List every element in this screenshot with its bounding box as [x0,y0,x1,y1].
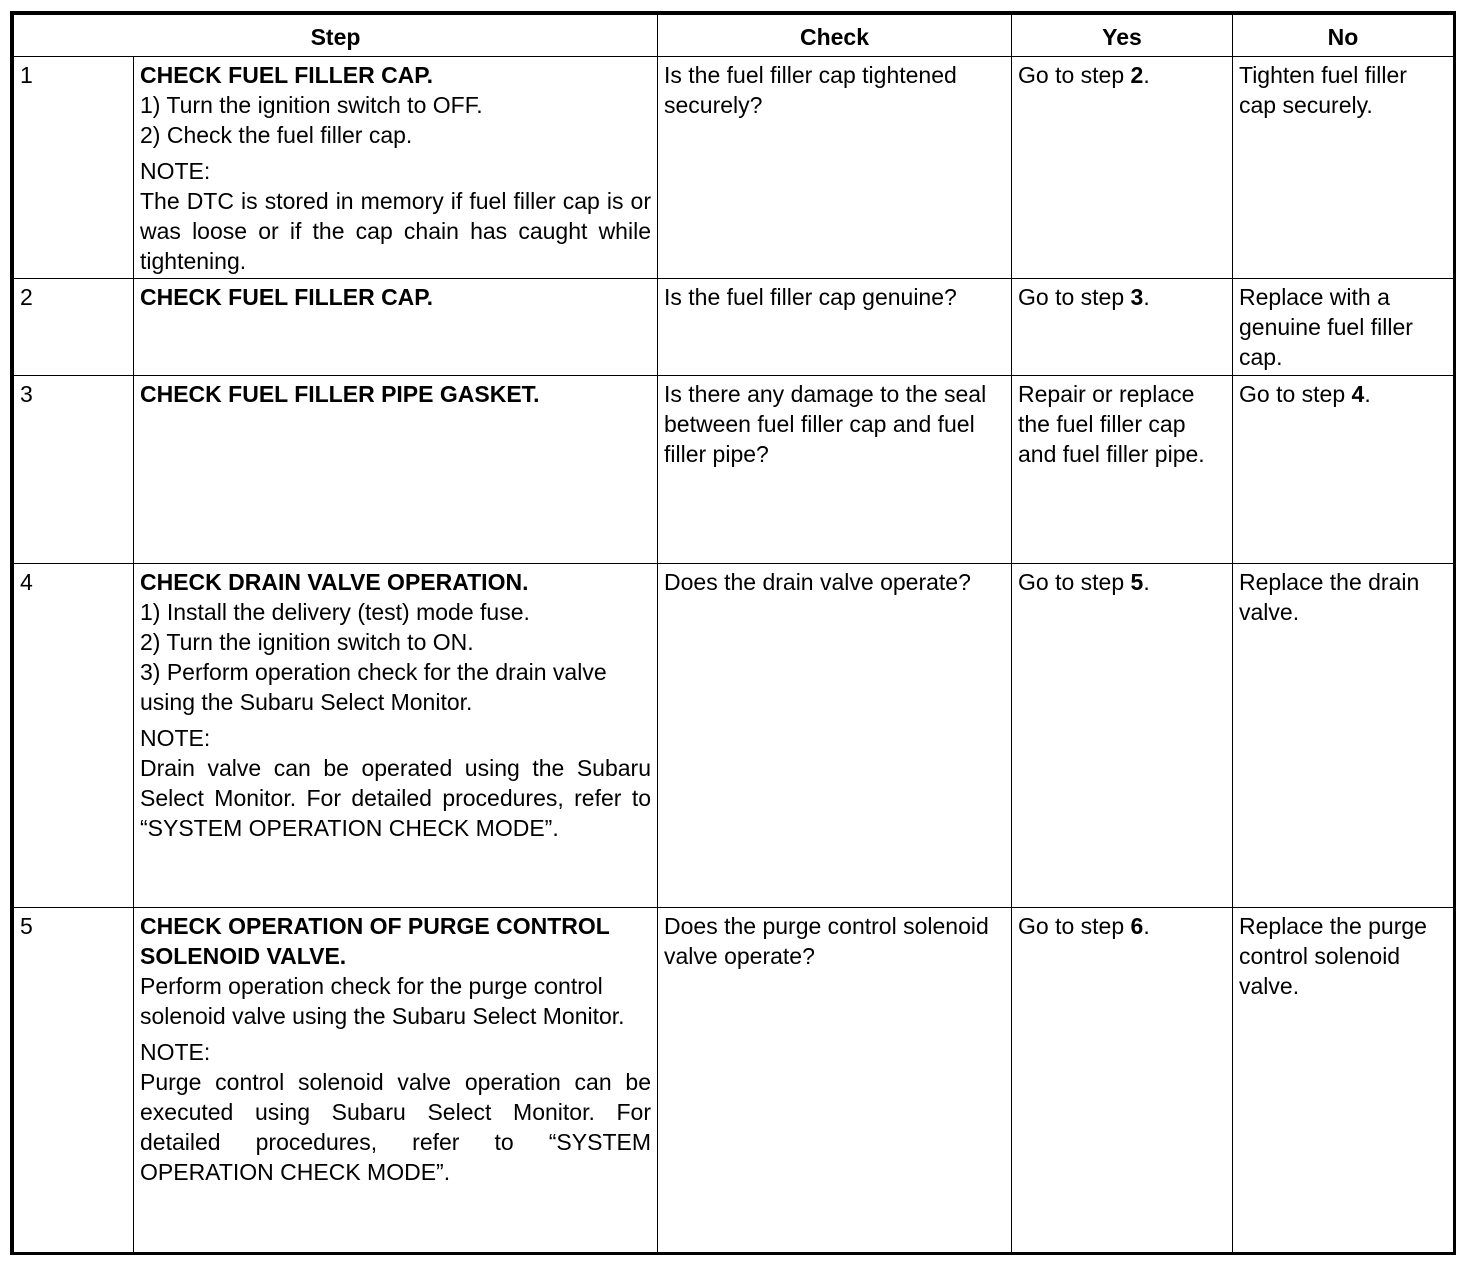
header-yes: Yes [1012,15,1233,57]
note-text: The DTC is stored in memory if fuel filler cap is or was loose or if the cap chain has caught while tightening. [140,188,651,274]
step-number: 4 [14,564,134,908]
step-number: 3 [14,376,134,564]
step-description [134,376,658,564]
diagnostic-procedure-table [13,14,1454,1253]
no-prefix: Go to step [1239,381,1352,407]
yes-prefix: Go to step [1018,62,1131,88]
step-number: 1 [14,57,134,279]
yes-suffix: . [1143,62,1150,88]
no-cell: Replace with a genuine fuel filler cap. [1233,279,1454,376]
yes-suffix: . [1143,913,1150,939]
procedure-table-frame [10,11,1456,1255]
step-description [134,279,658,376]
table-row [14,376,1454,564]
table-row [14,279,1454,376]
step-number: 2 [14,279,134,376]
no-cell: Replace the purge control solenoid valve. [1233,908,1454,1253]
yes-cell [1012,908,1233,1253]
check-cell: Is the fuel filler cap tightened securely? [658,57,1012,279]
note-text: Purge control solenoid valve operation can be executed using Subaru Select Monitor. For detailed procedures, refer to “SYSTEM OPERATION CHECK MODE”. [140,1069,651,1185]
header-check: Check [658,15,1012,57]
check-cell: Is the fuel filler cap genuine? [658,279,1012,376]
step-number: 5 [14,908,134,1253]
note-label: NOTE: [140,1039,211,1065]
table-row [14,908,1454,1253]
substep: 2) Check the fuel filler cap. [140,122,413,148]
step-description [134,564,658,908]
note-label: NOTE: [140,725,211,751]
table-row [14,564,1454,908]
header-step: Step [14,15,658,57]
header-no: No [1233,15,1454,57]
yes-step-ref: 6 [1130,913,1144,939]
note-text: Drain valve can be operated using the Subaru Select Monitor. For detailed procedures, refer to “SYSTEM OPERATION CHECK MODE”. [140,755,651,841]
yes-cell: Repair or replace the fuel filler cap and fuel filler pipe. [1012,376,1233,564]
yes-cell [1012,57,1233,279]
step-title: CHECK DRAIN VALVE OPERATION. [140,569,529,595]
check-cell: Does the drain valve operate? [658,564,1012,908]
table-header-row [14,15,1454,57]
no-suffix: . [1364,381,1371,407]
step-description [134,908,658,1253]
check-cell: Is there any damage to the seal between fuel filler cap and fuel filler pipe? [658,376,1012,564]
note-label: NOTE: [140,158,211,184]
yes-step-ref: 2 [1130,62,1144,88]
yes-prefix: Go to step [1018,569,1131,595]
step-description [134,57,658,279]
no-cell [1233,376,1454,564]
substep: 3) Perform operation check for the drain valve using the Subaru Select Monitor. [140,659,607,715]
step-title: CHECK OPERATION OF PURGE CONTROL SOLENOID VALVE. [140,913,610,969]
table-row [14,57,1454,279]
step-title: CHECK FUEL FILLER PIPE GASKET. [140,381,540,407]
yes-step-ref: 3 [1130,284,1144,310]
yes-step-ref: 5 [1130,569,1144,595]
yes-suffix: . [1143,284,1150,310]
yes-cell [1012,279,1233,376]
step-body: Perform operation check for the purge control solenoid valve using the Subaru Select Monitor. [140,973,625,1029]
substep: 1) Turn the ignition switch to OFF. [140,92,483,118]
no-step-ref: 4 [1351,381,1365,407]
yes-prefix: Go to step [1018,913,1131,939]
substep: 1) Install the delivery (test) mode fuse. [140,599,530,625]
substep: 2) Turn the ignition switch to ON. [140,629,474,655]
check-cell: Does the purge control solenoid valve operate? [658,908,1012,1253]
no-cell: Replace the drain valve. [1233,564,1454,908]
step-title: CHECK FUEL FILLER CAP. [140,284,434,310]
no-cell: Tighten fuel filler cap securely. [1233,57,1454,279]
yes-cell [1012,564,1233,908]
yes-prefix: Go to step [1018,284,1131,310]
yes-suffix: . [1143,569,1150,595]
step-title: CHECK FUEL FILLER CAP. [140,62,434,88]
